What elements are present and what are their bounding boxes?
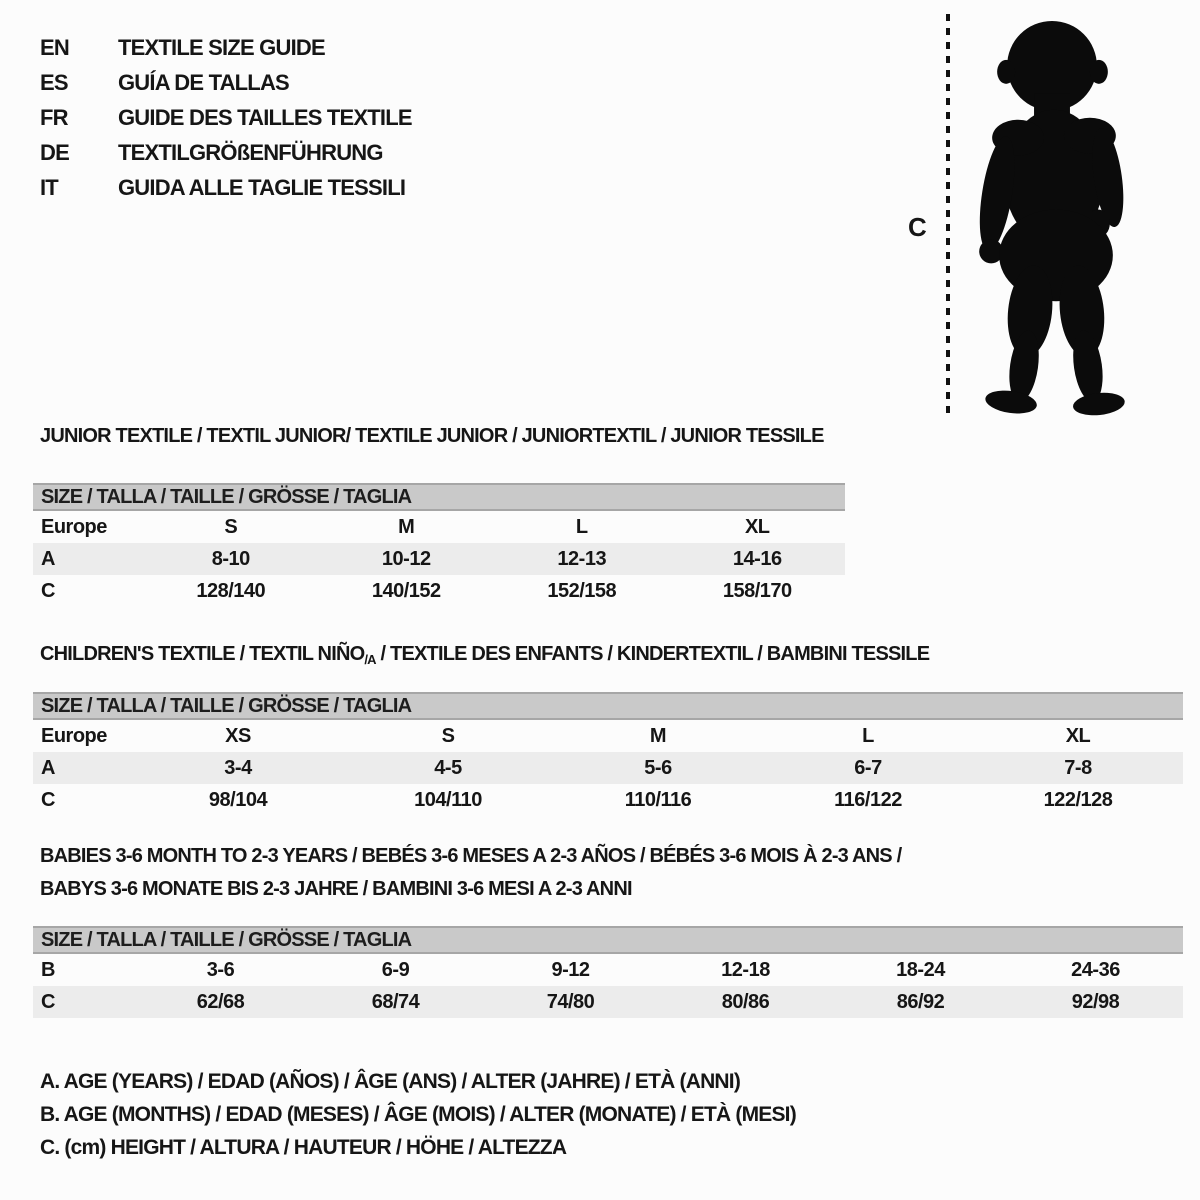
size-cell: S [441, 724, 455, 747]
toddler-silhouette-icon [962, 12, 1140, 416]
language-code: DE [40, 139, 69, 165]
children-size-table [33, 692, 1183, 816]
age-cell: 12-13 [557, 547, 607, 570]
guide-title: TEXTILGRÖßENFÜHRUNG [118, 139, 383, 165]
row-label: Europe [41, 515, 107, 538]
size-cell: L [862, 724, 874, 747]
babies-section-title-line1: BABIES 3-6 MONTH TO 2-3 YEARS / BEBÉS 3-6 MESES A 2-3 AÑOS / BÉBÉS 3-6 MOIS À 2-3 ANS / [40, 845, 902, 867]
age-cell: 6-7 [854, 756, 882, 779]
table-row-height [33, 575, 845, 607]
row-label: C [41, 788, 55, 811]
height-cell: 92/98 [1071, 990, 1120, 1013]
junior-section-title: JUNIOR TEXTILE / TEXTIL JUNIOR/ TEXTILE JUNIOR / JUNIORTEXTIL / JUNIOR TESSILE [40, 425, 824, 447]
height-cell: 104/110 [414, 788, 482, 811]
height-cell: 152/158 [547, 579, 617, 602]
language-title-list [40, 30, 412, 205]
size-cell: XL [1065, 724, 1091, 747]
legend-age-months: B. AGE (MONTHS) / EDAD (MESES) / ÂGE (MOIS) / ALTER (MONATE) / ETÀ (MESI) [40, 1103, 796, 1126]
size-cell: XS [225, 724, 251, 747]
height-cell: 158/170 [722, 579, 792, 602]
height-cell: 122/128 [1043, 788, 1113, 811]
height-figure [900, 12, 1160, 416]
language-row [40, 170, 412, 205]
age-cell: 4-5 [434, 756, 462, 779]
age-cell: 18-24 [896, 958, 945, 981]
legend-age-years: A. AGE (YEARS) / EDAD (AÑOS) / ÂGE (ANS) / ALTER (JAHRE) / ETÀ (ANNI) [40, 1070, 741, 1093]
height-measure-line [944, 14, 952, 414]
height-cell: 80/86 [721, 990, 770, 1013]
size-header-bar: SIZE / TALLA / TAILLE / GRÖSSE / TAGLIA [33, 692, 1183, 720]
table-row-age [33, 543, 845, 575]
height-measure-label: C [908, 212, 927, 242]
age-cell: 8-10 [211, 547, 250, 570]
height-cell: 86/92 [896, 990, 945, 1013]
table-row-europe [33, 720, 1183, 752]
age-cell: 9-12 [551, 958, 590, 981]
size-header-bar: SIZE / TALLA / TAILLE / GRÖSSE / TAGLIA [33, 926, 1183, 954]
height-cell: 98/104 [208, 788, 268, 811]
height-cell: 74/80 [546, 990, 595, 1013]
row-label: Europe [41, 724, 107, 747]
row-label: A [41, 756, 55, 779]
age-cell: 3-4 [224, 756, 252, 779]
age-cell: 3-6 [206, 958, 235, 981]
row-label: C [41, 990, 55, 1013]
table-row-age-months [33, 954, 1183, 986]
guide-title: GUIDA ALLE TAGLIE TESSILI [118, 174, 406, 200]
size-cell: L [575, 515, 588, 538]
guide-title: TEXTILE SIZE GUIDE [118, 34, 325, 60]
language-row [40, 135, 412, 170]
age-cell: 7-8 [1064, 756, 1092, 779]
row-label: C [41, 579, 55, 602]
size-cell: XL [744, 515, 770, 538]
junior-size-table [33, 483, 845, 607]
language-code: ES [40, 69, 68, 95]
language-code: EN [40, 34, 69, 60]
language-row [40, 65, 412, 100]
height-cell: 128/140 [196, 579, 266, 602]
size-cell: S [224, 515, 238, 538]
babies-section-title-line2: BABYS 3-6 MONATE BIS 2-3 JAHRE / BAMBINI 3-6 MESI A 2-3 ANNI [40, 878, 632, 900]
age-cell: 14-16 [732, 547, 782, 570]
guide-title: GUIDE DES TAILLES TEXTILE [118, 104, 412, 130]
babies-size-table [33, 926, 1183, 1018]
legend-height-cm: C. (cm) HEIGHT / ALTURA / HAUTEUR / HÖHE / ALTEZZA [40, 1136, 567, 1159]
height-cell: 62/68 [196, 990, 245, 1013]
age-cell: 12-18 [721, 958, 770, 981]
age-cell: 6-9 [381, 958, 410, 981]
row-label: B [41, 958, 55, 981]
age-cell: 10-12 [381, 547, 431, 570]
height-cell: 110/116 [624, 788, 692, 811]
age-cell: 5-6 [644, 756, 672, 779]
language-code: IT [40, 174, 58, 200]
language-row [40, 30, 412, 65]
table-row-height [33, 986, 1183, 1018]
table-row-height [33, 784, 1183, 816]
size-cell: M [649, 724, 667, 747]
guide-title: GUÍA DE TALLAS [118, 69, 289, 95]
height-cell: 140/152 [371, 579, 441, 602]
table-row-age [33, 752, 1183, 784]
size-cell: M [398, 515, 415, 538]
size-header-bar: SIZE / TALLA / TAILLE / GRÖSSE / TAGLIA [33, 483, 845, 511]
height-cell: 116/122 [834, 788, 902, 811]
language-row [40, 100, 412, 135]
children-section-title: CHILDREN'S TEXTILE / TEXTIL $NIÑO_{/A}$ / TEXTILE DES ENFANTS / KINDERTEXTIL / BAMBINI TESSILE [40, 643, 930, 667]
language-code: FR [40, 104, 68, 130]
table-row-europe [33, 511, 845, 543]
row-label: A [41, 547, 55, 570]
height-cell: 68/74 [371, 990, 420, 1013]
nino-a-subscript: /A [364, 652, 376, 667]
age-cell: 24-36 [1071, 958, 1120, 981]
